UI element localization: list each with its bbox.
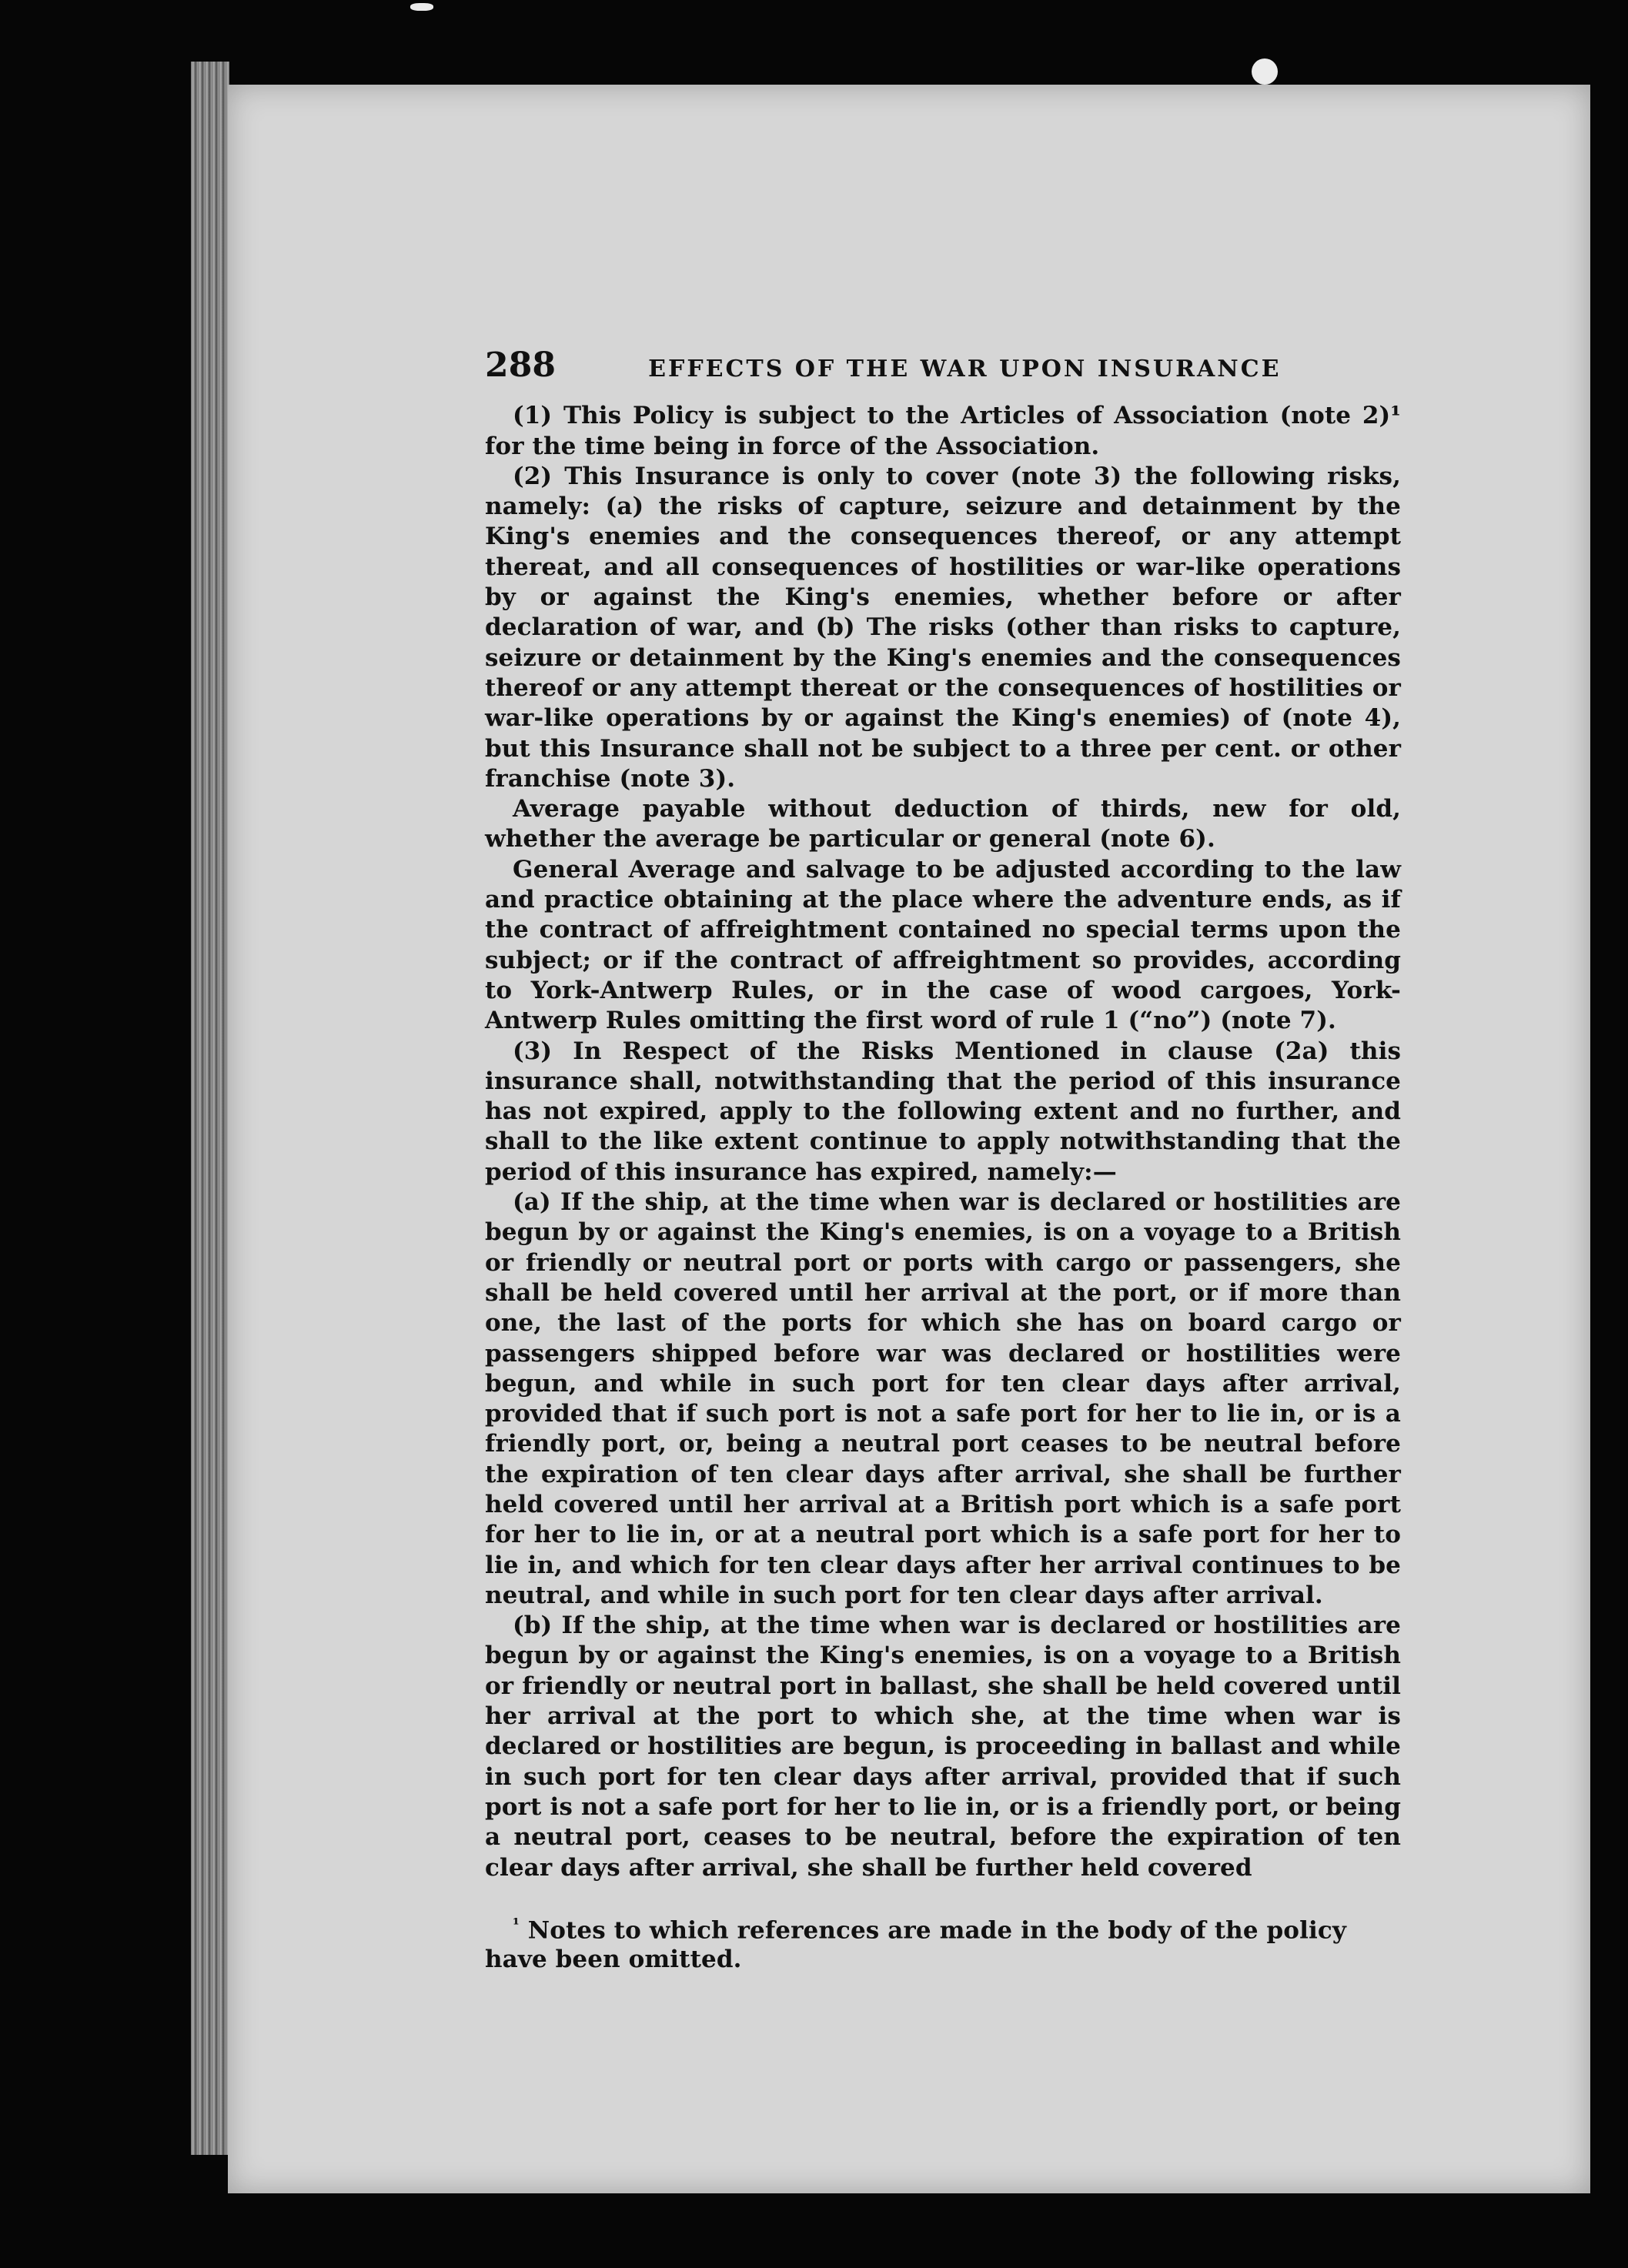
page-number: 288 [485,346,557,385]
paragraph-clause-3b: (b) If the ship, at the time when war is declared or hostilities are begun by or against the King's enemies, is on a voyage to a British or friendly or neutral port in ballast, she shall be held covered until her arrival at the port to which she, at the time when war is declared or hostilities are begun, is proceeding in ballast and while in such port for ten clear days after arrival, provided that if such port is not a safe port for her to lie in, or is a friendly port, or being a neutral port, ceases to be neutral, before the expiration of ten clear days after arrival, she shall be further held covered [485,1612,1401,1882]
page-content [485,346,1401,1974]
footnote-text: Notes to which references are made in the body of the policy have been omitted. [485,1916,1346,1974]
scan-artifact [1252,58,1278,85]
paragraph-clause-3: (3) In Respect of the Risks Mentioned in clause (2a) this insurance shall, notwithstanding that the period of this insurance has not expired, apply to the following extent and no further, and shall to the like extent continue to apply notwithstanding that the period of this insurance has expired, namely:— [485,1037,1401,1186]
paragraph-average: Average payable without deduction of thirds, new for old, whether the average be particular or general (note 6). [485,795,1401,853]
paragraph-clause-2: (2) This Insurance is only to cover (note 3) the following risks, namely: (a) the risks of capture, seizure and detainment by the King's enemies and the consequences thereof, or any attempt thereat, and all consequences of hostilities or war-like operations by or against the King's enemies, whether before or after declaration of war, and (b) The risks (other than risks to capture, seizure or detainment by the King's enemies and the consequences thereof or any attempt thereat or the consequences of hostilities or war-like operations by or against the King's enemies) of (note 4), but this Insurance shall not be subject to a three per cent. or other franchise (note 3). [485,462,1401,793]
paragraph-clause-3a: (a) If the ship, at the time when war is declared or hostilities are begun by or against the King's enemies, is on a voyage to a British or friendly or neutral port or ports with cargo or passengers, she shall be held covered until her arrival at the port, or if more than one, the last of the ports for which she has on board cargo or passengers shipped before war was declared or hostilities were begun, and while in such port for ten clear days after arrival, provided that if such port is not a safe port for her to lie in, or is a friendly port, or, being a neutral port ceases to be neutral before the expiration of ten clear days after arrival, she shall be further held covered until her arrival at a British port which is a safe port for her to lie in, or at a neutral port which is a safe port for her to lie in, and which for ten clear days after her arrival continues to be neutral, and while in such port for ten clear days after arrival. [485,1188,1401,1609]
paragraph-clause-1: (1) This Policy is subject to the Articles of Association (note 2)¹ for the time being in force of the Association. [485,402,1401,460]
scan-artifact [410,3,433,11]
footnote [485,1909,1401,1974]
running-head: EFFECTS OF THE WAR UPON INSURANCE [648,356,1282,382]
page-header [485,346,1401,385]
footnote-marker: ¹ [513,1914,520,1933]
paragraph-general-average: General Average and salvage to be adjusted according to the law and practice obtaining at the place where the adventure ends, as if the contract of affreightment contained no special terms upon the subject; or if the contract of affreightment so provides, according to York-Antwerp Rules, or in the case of wood cargoes, York-Antwerp Rules omitting the first word of rule 1 (“no”) (note 7). [485,855,1401,1035]
book-page-edges [191,62,229,2155]
